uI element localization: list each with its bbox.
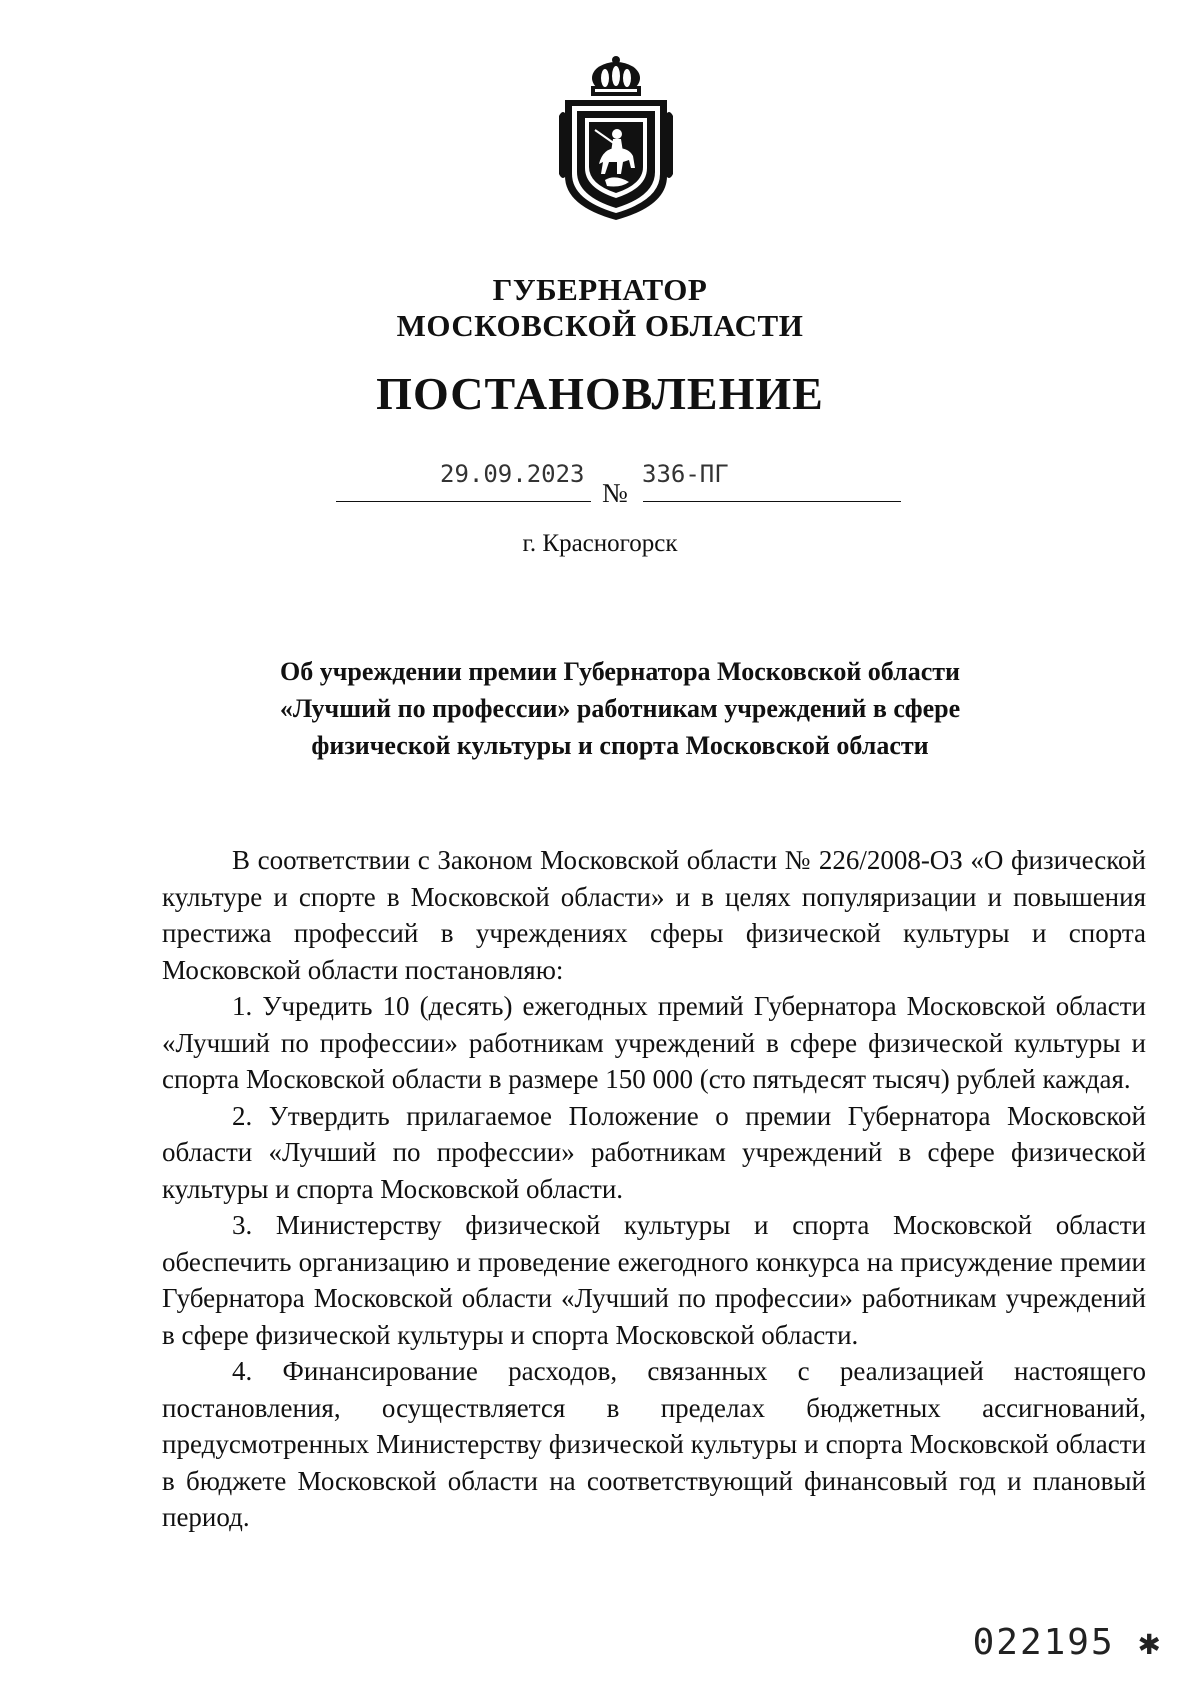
document-date: 29.09.2023 [440,460,585,488]
document-title-line2: «Лучший по профессии» работникам учреждений в сфере [279,694,961,723]
city-of-issue: г. Красногорск [522,530,678,557]
clause-1: 1. Учредить 10 (десять) ежегодных премий Губернатора Московской области «Лучший по профессии» работникам учреждений в сфере физической культуры и спорта Московской области в размере 150 000 (сто пятьдесят тысяч) рублей каждая. [162,991,1146,1094]
clause-2: 2. Утвердить прилагаемое Положение о премии Губернатора Московской области «Лучший по профессии» работникам учреждений в сфере физической культуры и спорта Московской области. [162,1100,1146,1204]
serial-number: 022195 ✱ [972,1622,1162,1663]
number-underline [643,501,901,502]
authority-title-line2: МОСКОВСКОЙ ОБЛАСТИ [396,308,804,343]
coat-of-arms-icon [555,56,677,222]
document-number: 336-ПГ [642,460,729,488]
date-underline [336,501,591,502]
document-title-line3: физической культуры и спорта Московской области [311,731,929,760]
document-title-line1: Об учреждении премии Губернатора Московской области [279,657,961,686]
number-sign: № [602,478,628,508]
document-body [162,842,1146,1536]
clause-4: 4. Финансирование расходов, связанных с реализацией настоящего постановления, осуществляется в пределах бюджетных ассигнований, предусмотренных Министерству физической культуры и спорта Московской области в бюджете Московской области на соответствующий финансовый год и плановый период. [162,1356,1146,1532]
clause-3: 3. Министерству физической культуры и спорта Московской области обеспечить организацию и проведение ежегодного конкурса на присуждение премии Губернатора Московской области «Лучший по профессии» работникам учреждений в сфере физической культуры и спорта Московской области. [162,1210,1146,1350]
document-title [200,653,1040,764]
document-type-heading: ПОСТАНОВЛЕНИЕ [376,368,824,419]
preamble-paragraph: В соответствии с Законом Московской области № 226/2008-ОЗ «О физической культуре и спорте в Московской области» и в целях популяризации и повышения престижа профессий в учреждениях сферы физической культуры и спорта Московской области постановляю: [162,845,1146,985]
authority-title-line1: ГУБЕРНАТОР [492,272,708,307]
